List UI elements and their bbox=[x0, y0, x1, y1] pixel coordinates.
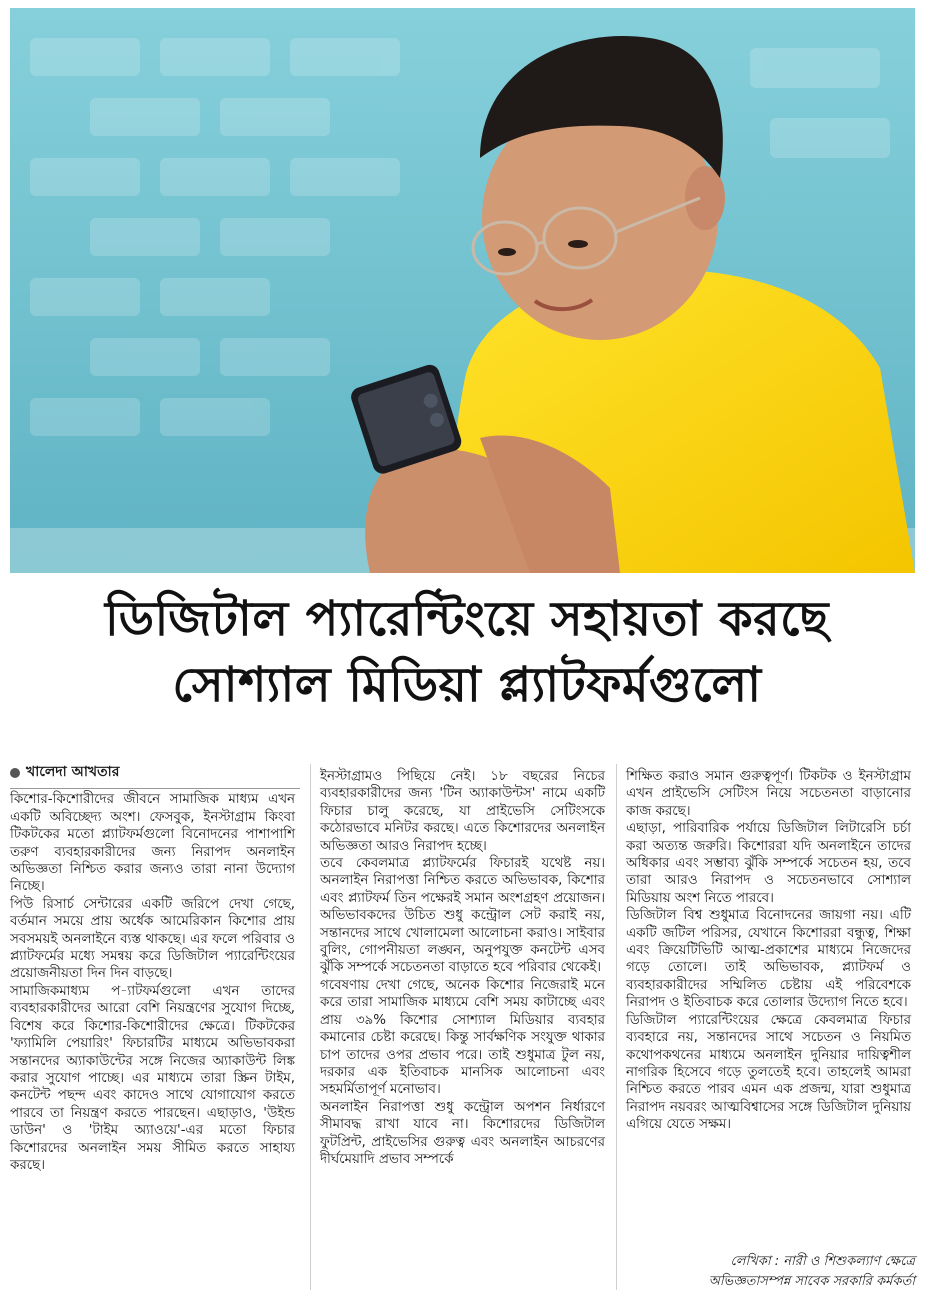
byline-rule bbox=[10, 788, 300, 789]
article-column-3 bbox=[626, 768, 911, 1134]
photo-icon bbox=[10, 8, 915, 573]
paragraph: গবেষণায় দেখা গেছে, অনেক কিশোর নিজেরাই মনে করে তারা সামাজিক মাধ্যমে বেশি সময় কাটাচ্ছে এবং প্রায় ৩৯% কিশোর সোশ্যাল মিডিয়ার ব্যবহার কমানোর চেষ্টা করেছে। কিন্তু সার্বক্ষণিক সংযুক্ত থাকার চাপ তাদের ওপর প্রভাব পরে। তাই শুধুমাত্র টুল নয়, দরকার এক ইতিবাচক মানসিক আলোচনা এবং সহমর্মিতাপূর্ণ মনোভাব। bbox=[320, 977, 605, 1098]
paragraph: সামাজিকমাধ্যম প-্যাটফর্মগুলো এখন তাদের ব্যবহারকারীদের আরো বেশি নিয়ন্ত্রণের সুযোগ দিচ্ছে, বিশেষ করে কিশোর-কিশোরীদের ক্ষেত্রে। টিকটকের 'ফ্যামিলি পেয়ারিং' ফিচারটির মাধ্যমে অভিভাবকরা সন্তানদের অ্যাকাউন্টের সঙ্গে নিজের অ্যাকাউন্ট লিঙ্ক করার সুযোগ পাচ্ছে। এর মাধ্যমে তারা স্ক্রিন টাইম, কনটেন্ট পছন্দ এবং কাদেও সাথে যোগাযোগ করতে পারবে তা নিয়ন্ত্রণ করতে পারছেন। এছাড়াও, 'উইন্ড ডাউন' ও 'টাইম অ্যাওয়ে'-এর মতো ফিচার কিশোরদের অনলাইন সময় সীমিত করতে সাহায্য করছে। bbox=[10, 983, 295, 1173]
paragraph: তবে কেবলমাত্র প্ল্যাটফর্মের ফিচারই যথেষ্ট নয়। অনলাইন নিরাপত্তা নিশ্চিত করতে অভিভাবক, কিশোর এবং প্ল্যাটফর্ম তিন পক্ষেরই সমান অংশগ্রহণ প্রয়োজন। অভিভাবকদের উচিত শুধু কন্ট্রোল সেট করাই নয়, সন্তানদের সাথে খোলামেলা আলোচনা করাও। সাইবার বুলিং, গোপনীয়তা লঙ্ঘন, অনুপযুক্ত কনটেন্ট এসব ঝুঁকি সম্পর্কে সচেতনতা বাড়াতে হবে পরিবার থেকেই। bbox=[320, 856, 605, 976]
headline-line-1: ডিজিটাল প্যারেন্টিংয়ে সহায়তা করছে bbox=[105, 591, 829, 647]
paragraph: ডিজিটাল বিশ্ব শুধুমাত্র বিনোদনের জায়গা নয়। এটি একটি জটিল পরিসর, যেখানে কিশোররা বন্ধুত্ব, শিক্ষা এবং ক্রিয়েটিভিটি আত্ম-প্রকাশের মাধ্যমে নিজেদের গড়ে তোলে। তাই অভিভাবক, প্ল্যাটফর্ম ও ব্যবহারকারীদের সম্মিলিত চেষ্টায় এই পরিবেশকে নিরাপদ ও ইতিবাচক করে তোলার উদ্যোগ নিতে হবে। bbox=[626, 908, 911, 1011]
column-divider bbox=[616, 764, 617, 1290]
paragraph: ইনস্টাগ্রামও পিছিয়ে নেই। ১৮ বছরের নিচের ব্যবহারকারীদের জন্য 'টিন অ্যাকাউন্টস' নামে একটি ফিচার চালু করেছে, যা প্রাইভেসি সেটিংসকে কঠোরভাবে মনিটর করছে। এতে কিশোরদের অনলাইন অভিজ্ঞতা আরও নিরাপদ হচ্ছে। bbox=[320, 769, 605, 854]
byline bbox=[10, 764, 295, 781]
column-divider bbox=[310, 764, 311, 1290]
article-column-1 bbox=[10, 764, 295, 1174]
paragraph: পিউ রিসার্চ সেন্টারের একটি জরিপে দেখা গেছে, বর্তমান সময়ে প্রায় অর্ধেক আমেরিকান কিশোর প্রায় সবসময়ই অনলাইনে ব্যস্ত থাকছে। এর ফলে পরিবার ও প্ল্যাটফর্মের মধ্যে সমন্বয় করে ডিজিটাল প্যারেন্টিংয়ের প্রয়োজনীয়তা দিন দিন বাড়ছে। bbox=[10, 896, 295, 982]
credit-line-1: লেখিকা : নারী ও শিশুকল্যাণ ক্ষেত্রে bbox=[730, 1254, 915, 1269]
author-name: খালেদা আখতার bbox=[26, 764, 120, 780]
article-column-2 bbox=[320, 768, 605, 1168]
credit-line-2: অভিজ্ঞতাসম্পন্ন সাবেক সরকারি কর্মকর্তা bbox=[708, 1274, 915, 1289]
headline bbox=[10, 586, 924, 718]
bullet-icon bbox=[10, 768, 20, 778]
paragraph: ডিজিটাল প্যারেন্টিংয়ের ক্ষেত্রে কেবলমাত্র ফিচার ব্যবহারে নয়, সন্তানদের সাথে সচেতন ও নিয়মিত কথোপকথনের মাধ্যমে অনলাইন দুনিয়ার দায়িত্বশীল নাগরিক হিসেবে গড়ে তুলতেই হবে। তাহলেই আমরা নিশ্চিত করতে পারব এমন এক প্রজন্ম, যারা শুধুমাত্র নিরাপদ নয়বরং আত্মবিশ্বাসের সঙ্গে ডিজিটাল দুনিয়ায় এগিয়ে যেতে সক্ষম। bbox=[626, 1012, 911, 1133]
author-credit bbox=[640, 1252, 915, 1292]
paragraph: অনলাইন নিরাপত্তা শুধু কন্ট্রোল অপশন নির্ধারণে সীমাবদ্ধ রাখা যাবে না। কিশোরদের ডিজিটাল ফুটপ্রিন্ট, প্রাইভেসির গুরুত্ব এবং অনলাইন আচরণের দীর্ঘমেয়াদি প্রভাব সম্পর্কে bbox=[320, 1099, 605, 1167]
paragraph: শিক্ষিত করাও সমান গুরুত্বপূর্ণ। টিকটক ও ইনস্টাগ্রাম এখন প্রাইভেসি সেটিংস নিয়ে সচেতনতা বাড়ানোর কাজ করছে। bbox=[626, 769, 911, 819]
article-photo bbox=[10, 8, 915, 573]
paragraph: এছাড়া, পারিবারিক পর্যায়ে ডিজিটাল লিটারেসি চর্চা করা অত্যন্ত জরুরি। কিশোররা যদি অনলাইনে তাদের অধিকার এবং সম্ভাব্য ঝুঁকি সম্পর্কে সচেতন হয়, তবে তারা আরও নিরাপদ ও সচেতনভাবে সোশ্যাল মিডিয়ায় অংশ নিতে পারবে। bbox=[626, 821, 911, 906]
paragraph: কিশোর-কিশোরীদের জীবনে সামাজিক মাধ্যম এখন একটি অবিচ্ছেদ্য অংশ। ফেসবুক, ইনস্টাগ্রাম কিংবা টিকটকের মতো প্ল্যাটফর্মগুলো বিনোদনের পাশাপাশি তরুণ ব্যবহারকারীদের জন্য নিরাপদ অনলাইন অভিজ্ঞতা নিশ্চিত করার জন্যও তারা নানা উদ্যোগ নিচ্ছে। bbox=[10, 792, 295, 895]
headline-line-2: সোশ্যাল মিডিয়া প্ল্যাটফর্মগুলো bbox=[172, 657, 762, 713]
